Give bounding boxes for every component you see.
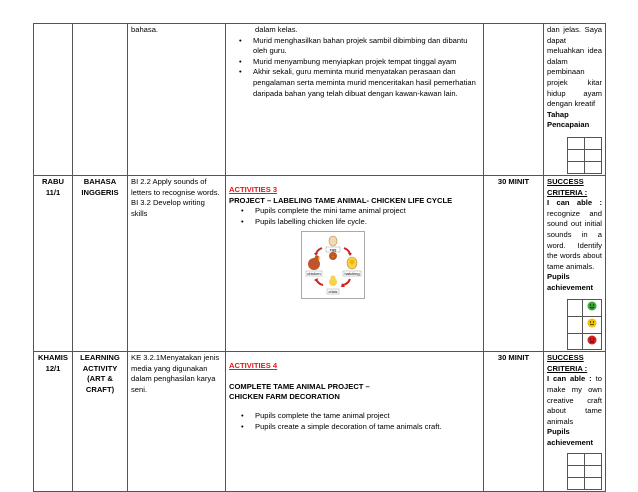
yellow-face-icon bbox=[587, 318, 597, 328]
day-cell bbox=[34, 24, 73, 176]
achievement-grid bbox=[567, 137, 602, 174]
project-title: PROJECT – LABELING TAME ANIMAL- CHICKEN LIFE CYCLE bbox=[229, 195, 453, 205]
subject-cell bbox=[73, 352, 128, 491]
list-item: • Akhir sekali, guru meminta murid menyatakan perasaan dan pengalaman serta meminta murid menceritakan hasil pemerhatian daripada bahan yang telah dibuat dengan kawan-kawan lain. bbox=[239, 67, 480, 99]
table-row bbox=[34, 352, 606, 491]
list-item: • Pupils complete the mini tame animal project bbox=[241, 206, 480, 217]
cycle-label-chick: chick bbox=[328, 289, 338, 295]
life-cycle-illustration bbox=[302, 232, 364, 298]
criteria-cell bbox=[544, 352, 606, 491]
criteria-lead: I can able : bbox=[547, 374, 592, 384]
project-title: COMPLETE TAME ANIMAL PROJECT – bbox=[229, 381, 370, 391]
standards-cell bbox=[128, 175, 226, 351]
date-label: 11/1 bbox=[45, 187, 61, 197]
criteria-cell bbox=[544, 175, 606, 351]
green-smile-icon bbox=[587, 301, 597, 311]
lesson-plan-table bbox=[33, 23, 606, 492]
time-label: 30 MINIT bbox=[497, 353, 530, 363]
day-label: KHAMIS bbox=[38, 353, 68, 363]
achievement-label: Tahap Pencapaian bbox=[547, 109, 590, 130]
criteria-text: to make my own creative craft about tame animals bbox=[547, 374, 602, 426]
cycle-label-egg: egg bbox=[329, 247, 337, 253]
criteria-text: recognize and sound out initial sounds in a word. Identify the words about tame animals. bbox=[547, 208, 602, 271]
activity-title: ACTIVITIES 4 bbox=[229, 361, 278, 371]
achievement-faces-grid bbox=[567, 299, 602, 350]
list-item: • Pupils create a simple decoration of tame animals craft. bbox=[241, 422, 480, 433]
time-cell bbox=[484, 24, 544, 176]
cycle-label-hatching: hatching bbox=[344, 271, 360, 277]
subject-label: BAHASA INGGERIS bbox=[81, 176, 119, 197]
activity-cell bbox=[226, 352, 484, 491]
list-item: • Pupils complete the tame animal project bbox=[241, 411, 480, 422]
time-cell bbox=[484, 175, 544, 351]
day-cell bbox=[34, 352, 73, 491]
table-row bbox=[34, 24, 606, 176]
activity-cell bbox=[226, 175, 484, 351]
criteria-text: dan jelas. Saya dapat meluahkan idea dalam pembinaan projek kitar hidup ayam dengan kreatif bbox=[547, 25, 602, 109]
standards-text: BI 2.2 Apply sounds of letters to recognise words. BI 3.2 Develop writing skills bbox=[131, 176, 220, 218]
achievement-label: Pupils achievement bbox=[547, 427, 594, 447]
achievement-label: Pupils achievement bbox=[547, 272, 594, 292]
date-label: 12/1 bbox=[45, 363, 61, 373]
criteria-lead: I can able : bbox=[547, 198, 602, 208]
cycle-label-chicken: chicken bbox=[307, 271, 321, 277]
achievement-grid bbox=[567, 453, 602, 490]
activity-cell bbox=[226, 24, 484, 176]
chicken-life-cycle-image bbox=[301, 231, 365, 299]
red-sad-icon bbox=[587, 335, 597, 345]
activity-title: ACTIVITIES 3 bbox=[229, 184, 278, 194]
svg-text:~: ~ bbox=[331, 255, 335, 260]
time-label: 30 MINIT bbox=[497, 176, 530, 186]
time-cell bbox=[484, 352, 544, 491]
project-subtitle: CHICKEN FARM DECORATION bbox=[229, 392, 340, 402]
subject-cell bbox=[73, 24, 128, 176]
subject-label: LEARNING ACTIVITY (ART & CRAFT) bbox=[80, 353, 120, 395]
criteria-title: SUCCESS CRITERIA : bbox=[547, 353, 588, 373]
day-label: RABU bbox=[42, 176, 64, 186]
table-row bbox=[34, 175, 606, 351]
list-item: • Murid menghasilkan bahan projek sambil dibimbing dan dibantu oleh guru. bbox=[239, 36, 480, 57]
standards-text: bahasa. bbox=[131, 25, 159, 34]
standards-cell bbox=[128, 24, 226, 176]
criteria-title: SUCCESS CRITERIA : bbox=[547, 176, 588, 197]
activity-continued-text: dalam kelas. bbox=[255, 25, 298, 34]
list-item: • Murid menyambung menyiapkan projek tempat tinggal ayam bbox=[239, 57, 480, 68]
list-item: • Pupils labelling chicken life cycle. bbox=[241, 217, 480, 228]
standards-cell bbox=[128, 352, 226, 491]
subject-cell bbox=[73, 175, 128, 351]
standards-text: KE 3.2.1Menyatakan jenis media yang digunakan dalam penghasilan karya seni. bbox=[131, 353, 220, 395]
criteria-cell bbox=[544, 24, 606, 176]
day-cell bbox=[34, 175, 73, 351]
